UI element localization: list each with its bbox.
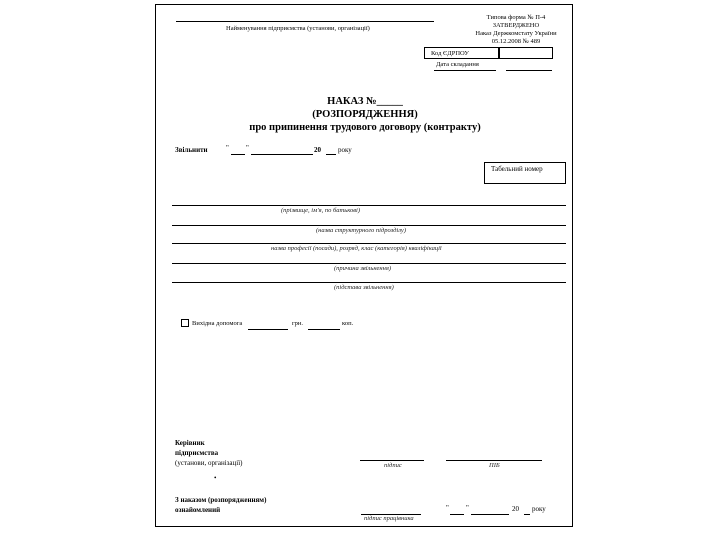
org-name-line bbox=[176, 21, 434, 22]
dismiss-year-suffix: року bbox=[338, 146, 352, 154]
edrpou-code-label: Код ЄДРПОУ bbox=[431, 50, 469, 57]
dismiss-quote-close: " bbox=[246, 144, 249, 152]
date-line bbox=[434, 70, 496, 71]
head-label-2: підприємства bbox=[175, 449, 219, 457]
severance-checkbox[interactable] bbox=[181, 319, 189, 327]
dismiss-day-line bbox=[231, 154, 245, 155]
document-page bbox=[155, 4, 573, 527]
head-label-3: (установи, організації) bbox=[175, 459, 243, 467]
severance-kop-line bbox=[308, 329, 340, 330]
profession-line bbox=[172, 243, 566, 244]
head-label-1: Керівник bbox=[175, 439, 205, 447]
employee-sign-caption: підпис працівника bbox=[364, 515, 414, 522]
severance-cents: коп. bbox=[342, 320, 354, 327]
acquainted-label-2: ознайомлений bbox=[175, 506, 221, 514]
severance-currency: грн. bbox=[292, 320, 304, 327]
dismiss-year-prefix: 20 bbox=[314, 146, 321, 154]
severance-uah-line bbox=[248, 329, 288, 330]
unit-caption: (назва структурного підрозділу) bbox=[316, 227, 406, 234]
acq-quote-close: " bbox=[466, 504, 469, 512]
basis-line bbox=[172, 282, 566, 283]
acq-quote-open: " bbox=[446, 504, 449, 512]
edrpou-code-label-cell bbox=[424, 47, 499, 59]
order-title: НАКАЗ №_____ bbox=[327, 96, 403, 107]
date-value-line bbox=[506, 70, 552, 71]
approved-by: Наказ Держкомстату України bbox=[475, 30, 557, 37]
date-label: Дата складання bbox=[436, 61, 479, 68]
tab-number-label: Табельний номер bbox=[491, 165, 543, 173]
dismiss-year-line bbox=[326, 154, 336, 155]
acq-month-line bbox=[471, 514, 509, 515]
stamp-mark: • bbox=[214, 474, 217, 482]
tab-number-box bbox=[484, 162, 566, 184]
name-line bbox=[172, 205, 566, 206]
name-caption: (прізвище, ім'я, по батькові) bbox=[281, 207, 361, 214]
acq-year-prefix: 20 bbox=[512, 505, 519, 513]
basis-caption: (підстава звільнення) bbox=[334, 284, 394, 291]
head-name-line bbox=[446, 460, 542, 461]
acq-year-suffix: року bbox=[532, 505, 546, 513]
reason-line bbox=[172, 263, 566, 264]
unit-line bbox=[172, 225, 566, 226]
dismiss-quote-open: " bbox=[226, 144, 229, 152]
dismiss-label: Звільнити bbox=[175, 146, 208, 154]
decree-title: (РОЗПОРЯДЖЕННЯ) bbox=[312, 109, 418, 120]
head-sign-caption: підпис bbox=[384, 462, 402, 469]
reason-caption: (причина звільнення) bbox=[334, 265, 392, 272]
head-name-caption: ПІБ bbox=[489, 462, 500, 469]
org-name-caption: Найменування підприємства (установи, організації) bbox=[226, 25, 370, 32]
approval-date: 05.12.2008 № 489 bbox=[491, 38, 541, 45]
acquainted-label-1: З наказом (розпорядженням) bbox=[175, 496, 267, 504]
acq-year-line bbox=[524, 514, 530, 515]
dismiss-month-line bbox=[251, 154, 313, 155]
order-subject: про припинення трудового договору (контракту) bbox=[249, 122, 481, 133]
approved-label: ЗАТВЕРДЖЕНО bbox=[492, 22, 540, 29]
acq-day-line bbox=[450, 514, 464, 515]
profession-caption: назва професії (посади), розряд, клас (категорія) кваліфікації bbox=[271, 245, 442, 252]
form-number: Типова форма № П-4 bbox=[486, 14, 546, 21]
head-sign-line bbox=[360, 460, 424, 461]
severance-label: Вихідна допомога bbox=[192, 320, 243, 327]
edrpou-code-value-cell bbox=[499, 47, 553, 59]
